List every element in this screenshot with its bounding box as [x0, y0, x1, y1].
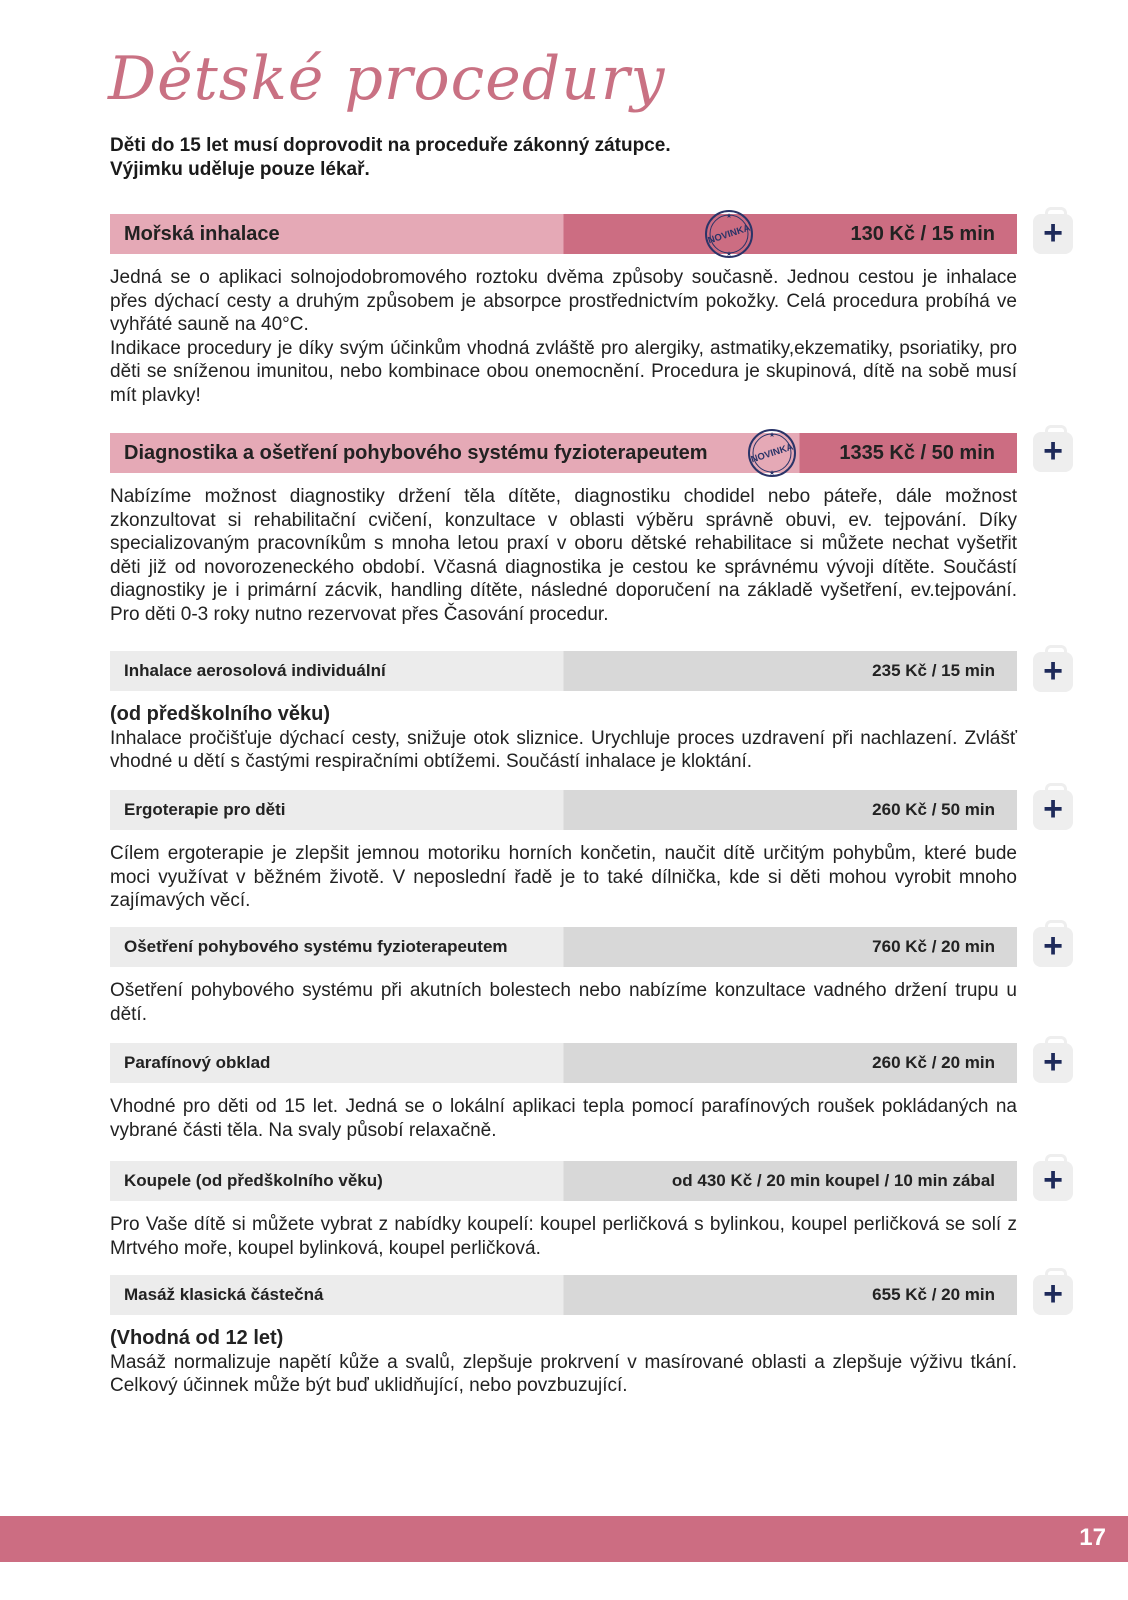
intro-line: Děti do 15 let musí doprovodit na proceduře zákonný zátupce.	[110, 135, 671, 156]
plus-icon: +	[1043, 652, 1063, 690]
procedure-price: 260 Kč / 50 min	[872, 800, 995, 819]
procedure-name: Ergoterapie pro děti	[124, 800, 286, 819]
procedure-name: Ošetření pohybového systému fyzioterapeutem	[124, 937, 508, 956]
procedure-marska-inhalace	[110, 214, 1017, 407]
novinka-badge-icon	[704, 209, 754, 259]
procedure-description	[110, 1327, 1017, 1398]
procedure-header	[110, 790, 1017, 830]
add-procedure-button[interactable]	[1033, 1043, 1073, 1083]
procedure-price: 655 Kč / 20 min	[872, 1285, 995, 1304]
plus-icon: +	[1043, 214, 1063, 252]
description-lead: (Vhodná od 12 let)	[110, 1327, 284, 1349]
description-paragraph: Masáž normalizuje napětí kůže a svalů, zlepšuje prokrvení v masírované oblasti a zlepšuje výživu tkání. Celkový účinnek může být buď uklidňující, nebo povzbuzující.	[110, 1351, 1017, 1396]
description-paragraph: Vhodné pro děti od 15 let. Jedná se o lokální aplikaci tepla pomocí parafínových roušek pokládaných na vybrané části těla. Na svaly působí relaxačně.	[110, 1096, 1017, 1141]
svg-text:★: ★	[768, 432, 776, 439]
plus-icon: +	[1043, 1161, 1063, 1199]
procedure-price: 235 Kč / 15 min	[872, 661, 995, 680]
procedure-inhalace-aerosolova	[110, 651, 1017, 774]
procedure-header	[110, 213, 1017, 258]
description-paragraph: Jedná se o aplikaci solnojodobromového roztoku dvěma způsoby současně. Jednou cestou je inhalace přes dýchací cesty a druhým způsobem je absorpce prostřednictvím pokožky. Celá procedura probíhá ve vyhřáté sauně na 40°C.	[110, 267, 1017, 335]
add-procedure-button[interactable]	[1033, 214, 1073, 254]
procedure-header	[110, 927, 1017, 967]
procedure-koupele	[110, 1161, 1017, 1260]
intro-notice	[110, 134, 910, 182]
procedure-header	[110, 1161, 1017, 1201]
procedure-description	[110, 1213, 1017, 1260]
add-procedure-button[interactable]	[1033, 1275, 1073, 1315]
add-procedure-button[interactable]	[1033, 927, 1073, 967]
svg-text:★: ★	[725, 251, 733, 258]
add-procedure-button[interactable]	[1033, 790, 1073, 830]
description-paragraph: Pro Vaše dítě si můžete vybrat z nabídky koupelí: koupel perličková s bylinkou, koupel perličková se solí z Mrtvého moře, koupel bylinková, koupel perličková.	[110, 1214, 1017, 1259]
procedure-price: 130 Kč / 15 min	[850, 222, 995, 245]
page-footer	[0, 1516, 1128, 1562]
procedure-header	[110, 432, 1017, 477]
procedure-price: 1335 Kč / 50 min	[839, 441, 995, 464]
plus-icon: +	[1043, 927, 1063, 965]
procedure-diagnostika	[110, 433, 1017, 626]
procedure-description	[110, 979, 1017, 1026]
procedure-name: Masáž klasická částečná	[124, 1285, 324, 1304]
procedure-header	[110, 1043, 1017, 1083]
svg-text:★: ★	[725, 213, 733, 220]
procedure-price: 760 Kč / 20 min	[872, 937, 995, 956]
procedure-header	[110, 1275, 1017, 1315]
procedure-description	[110, 842, 1017, 913]
plus-icon: +	[1043, 432, 1063, 470]
procedure-name: Mořská inhalace	[124, 222, 280, 245]
procedure-description	[110, 1095, 1017, 1142]
novinka-badge-label: NOVINKA	[706, 222, 752, 247]
procedure-masaz	[110, 1275, 1017, 1398]
description-paragraph: Cílem ergoterapie je zlepšit jemnou motoriku horních končetin, naučit dítě určitým pohybům, které bude moci využívat v běžném životě. V neposlední řadě je to také dílnička, kde si děti mohou vyrobit mnoho zajímavých věcí.	[110, 843, 1017, 911]
add-procedure-button[interactable]	[1033, 1161, 1073, 1201]
plus-icon: +	[1043, 1043, 1063, 1081]
procedure-name: Koupele (od předškolního věku)	[124, 1171, 383, 1190]
svg-text:★: ★	[768, 470, 776, 477]
procedure-price: 260 Kč / 20 min	[872, 1053, 995, 1072]
description-paragraph: Inhalace pročišťuje dýchací cesty, snižuje otok sliznice. Urychluje proces uzdravení při nachlazení. Zvlášť vhodné u dětí s častými respiračními obtížemi. Součástí inhalace je kloktání.	[110, 727, 1017, 772]
procedure-name: Parafínový obklad	[124, 1053, 271, 1072]
procedure-description	[110, 266, 1017, 407]
description-paragraph: Indikace procedury je díky svým účinkům vhodná zvláště pro alergiky, astmatiky,ekzematiky, psoriatiky, pro děti se sníženou imunitou, nebo kombinace obou onemocnění. Procedura je skupinová, dítě na sobě musí mít plavky!	[110, 337, 1017, 406]
procedure-description	[110, 703, 1017, 774]
plus-icon: +	[1043, 790, 1063, 828]
description-lead: (od předškolního věku)	[110, 703, 331, 725]
page-title: Dětské procedury	[108, 44, 666, 114]
page-number: 17	[1079, 1524, 1106, 1551]
procedure-ergoterapie	[110, 790, 1017, 913]
procedure-name: Inhalace aerosolová individuální	[124, 661, 386, 680]
description-paragraph: Nabízíme možnost diagnostiky držení těla dítěte, diagnostiku chodidel nebo páteře, dále možnost zkonzultovat si rehabilitační cvičení, konzultace v oblasti výběru správně obuvi, ev. tejpování. Díky specializovaným pracovníkům s mnoha letou praxí v oboru dětské rehabilitace si můžete nechat vyšetřit děti již od novorozeneckého období. Včasná diagnostika je cestou ke správnému vývoji dítěte. Součástí diagnostiky je i primární zácvik, handling dítěte, následné doporučení na základě vyšetření, ev.tejpování. Pro děti 0-3 roky nutno rezervovat přes Časování procedur.	[110, 486, 1017, 625]
novinka-badge-label: NOVINKA	[749, 441, 795, 466]
novinka-badge-icon	[747, 428, 797, 478]
intro-line: Výjimku uděluje pouze lékař.	[110, 159, 370, 180]
procedure-description	[110, 485, 1017, 626]
procedure-osetreni-fyzio	[110, 927, 1017, 1026]
add-procedure-button[interactable]	[1033, 432, 1073, 472]
procedure-name: Diagnostika a ošetření pohybového systému fyzioterapeutem	[124, 441, 708, 464]
plus-icon: +	[1043, 1275, 1063, 1313]
procedure-parafinovy-obklad	[110, 1043, 1017, 1142]
description-paragraph: Ošetření pohybového systému při akutních bolestech nebo nabízíme konzultace vadného držení trupu u dětí.	[110, 980, 1017, 1025]
procedure-header	[110, 651, 1017, 691]
procedure-price: od 430 Kč / 20 min koupel / 10 min zábal	[671, 1171, 995, 1190]
add-procedure-button[interactable]	[1033, 652, 1073, 692]
